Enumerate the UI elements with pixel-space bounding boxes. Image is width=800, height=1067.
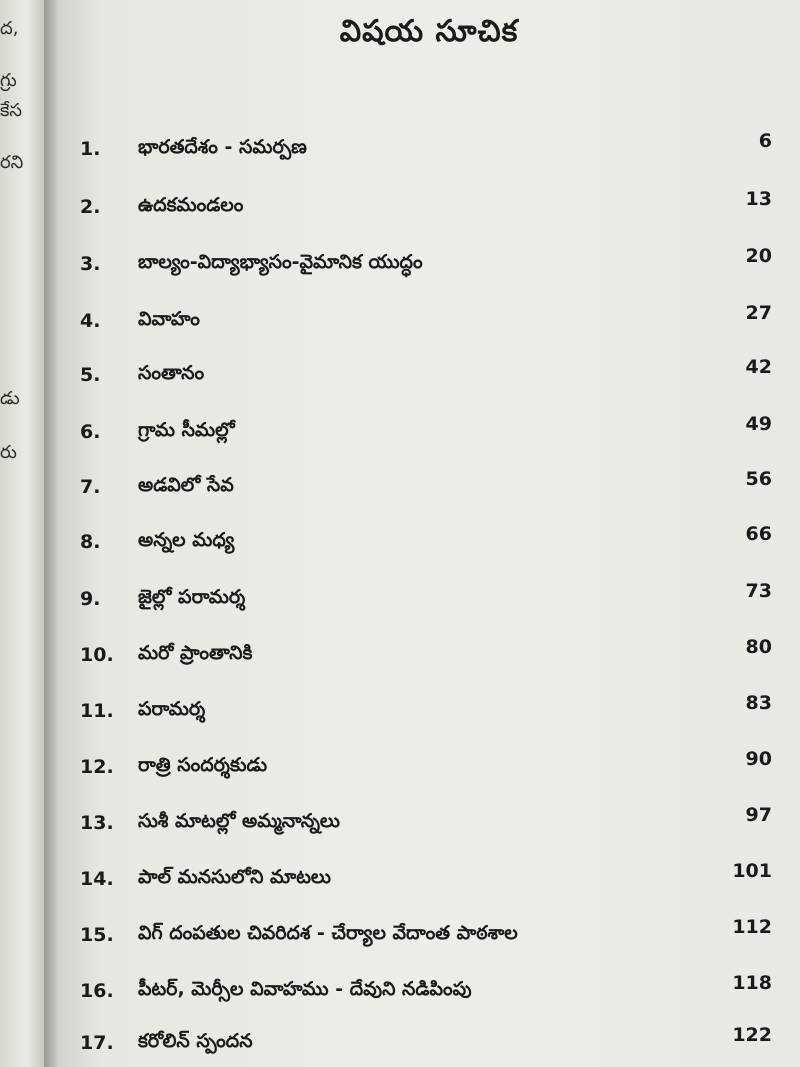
- book-gutter: [44, 0, 58, 1067]
- entry-number: 16.: [80, 980, 114, 1002]
- entry-page: 42: [745, 356, 772, 378]
- margin-glyph: డు: [0, 388, 20, 409]
- entry-title: అన్నల మధ్య: [138, 529, 235, 551]
- entry-page: 122: [732, 1024, 772, 1046]
- margin-glyph: రు: [0, 442, 17, 463]
- contents-page: [58, 0, 800, 1067]
- entry-title: వివాహం: [138, 308, 200, 330]
- toc-entry: [58, 130, 800, 170]
- entry-number: 13.: [80, 812, 114, 834]
- entry-page: 80: [745, 636, 772, 658]
- entry-title: సంతానం: [138, 362, 205, 384]
- adjacent-page-edge: [0, 0, 44, 1067]
- entry-title: జైల్లో పరామర్శ: [138, 586, 246, 608]
- entry-page: 112: [732, 916, 772, 938]
- entry-number: 11.: [80, 700, 114, 722]
- entry-title: పరామర్శ: [138, 698, 206, 720]
- entry-title: అడవిలో సేవ: [138, 474, 234, 496]
- entry-number: 14.: [80, 868, 114, 890]
- entry-title: ఉదకమండలం: [138, 194, 244, 216]
- entry-title: మరో ప్రాంతానికి: [138, 642, 253, 664]
- entry-number: 12.: [80, 756, 114, 778]
- entry-number: 7.: [80, 476, 101, 498]
- entry-page: 90: [745, 748, 772, 770]
- toc-entry: [58, 748, 800, 788]
- page-title: విషయ సూచిక: [339, 14, 519, 49]
- entry-title: రాత్రి సందర్శకుడు: [138, 754, 268, 776]
- margin-glyph: రని: [0, 152, 24, 173]
- entry-number: 3.: [80, 253, 101, 275]
- entry-title: పాల్ మనసులోని మాటలు: [138, 866, 331, 888]
- entry-page: 49: [745, 413, 772, 435]
- entry-title: బాల్యం-విద్యాభ్యాసం-వైమానిక యుద్ధం: [138, 251, 423, 273]
- entry-page: 20: [745, 245, 772, 267]
- entry-number: 4.: [80, 310, 101, 332]
- entry-number: 8.: [80, 531, 101, 553]
- margin-glyph: ద,: [0, 18, 19, 39]
- entry-page: 66: [745, 523, 772, 545]
- toc-entry: [58, 302, 800, 342]
- toc-entry: [58, 860, 800, 900]
- entry-number: 1.: [80, 138, 101, 160]
- toc-entry: [58, 468, 800, 508]
- entry-page: 56: [745, 468, 772, 490]
- entry-title: కరోలిన్ స్పందన: [138, 1030, 253, 1052]
- entry-number: 17.: [80, 1032, 114, 1054]
- entry-page: 27: [745, 302, 772, 324]
- entry-title: గ్రామ సీమల్లో: [138, 419, 235, 441]
- toc-entry: [58, 804, 800, 844]
- entry-page: 118: [732, 972, 772, 994]
- margin-glyph: గ్రు: [0, 70, 17, 91]
- entry-number: 6.: [80, 421, 101, 443]
- entry-title: పీటర్, మెర్సీల వివాహము - దేవుని నడిపింపు: [138, 978, 472, 1000]
- entry-title: విగ్ దంపతుల చివరిదశ - చేర్యాల వేదాంత పాఠశాల: [138, 922, 518, 944]
- entry-page: 6: [758, 130, 772, 152]
- entry-number: 15.: [80, 924, 114, 946]
- entry-page: 97: [745, 804, 772, 826]
- toc-entry: [58, 580, 800, 620]
- entry-title: భారతదేశం - సమర్పణ: [138, 136, 307, 158]
- toc-entry: [58, 523, 800, 563]
- toc-entry: [58, 356, 800, 396]
- margin-glyph: కేస: [0, 100, 23, 121]
- entry-page: 13: [745, 188, 772, 210]
- toc-entry: [58, 1024, 800, 1064]
- entry-title: సుశీ మాటల్లో అమ్మనాన్నలు: [138, 810, 340, 832]
- toc-entry: [58, 692, 800, 732]
- entry-page: 101: [732, 860, 772, 882]
- toc-entry: [58, 245, 800, 285]
- toc-entry: [58, 636, 800, 676]
- entry-page: 73: [745, 580, 772, 602]
- toc-entry: [58, 188, 800, 228]
- toc-entry: [58, 916, 800, 956]
- entry-number: 5.: [80, 364, 101, 386]
- entry-number: 9.: [80, 588, 101, 610]
- entry-number: 2.: [80, 196, 101, 218]
- entry-page: 83: [745, 692, 772, 714]
- entry-number: 10.: [80, 644, 114, 666]
- toc-entry: [58, 413, 800, 453]
- toc-entry: [58, 972, 800, 1012]
